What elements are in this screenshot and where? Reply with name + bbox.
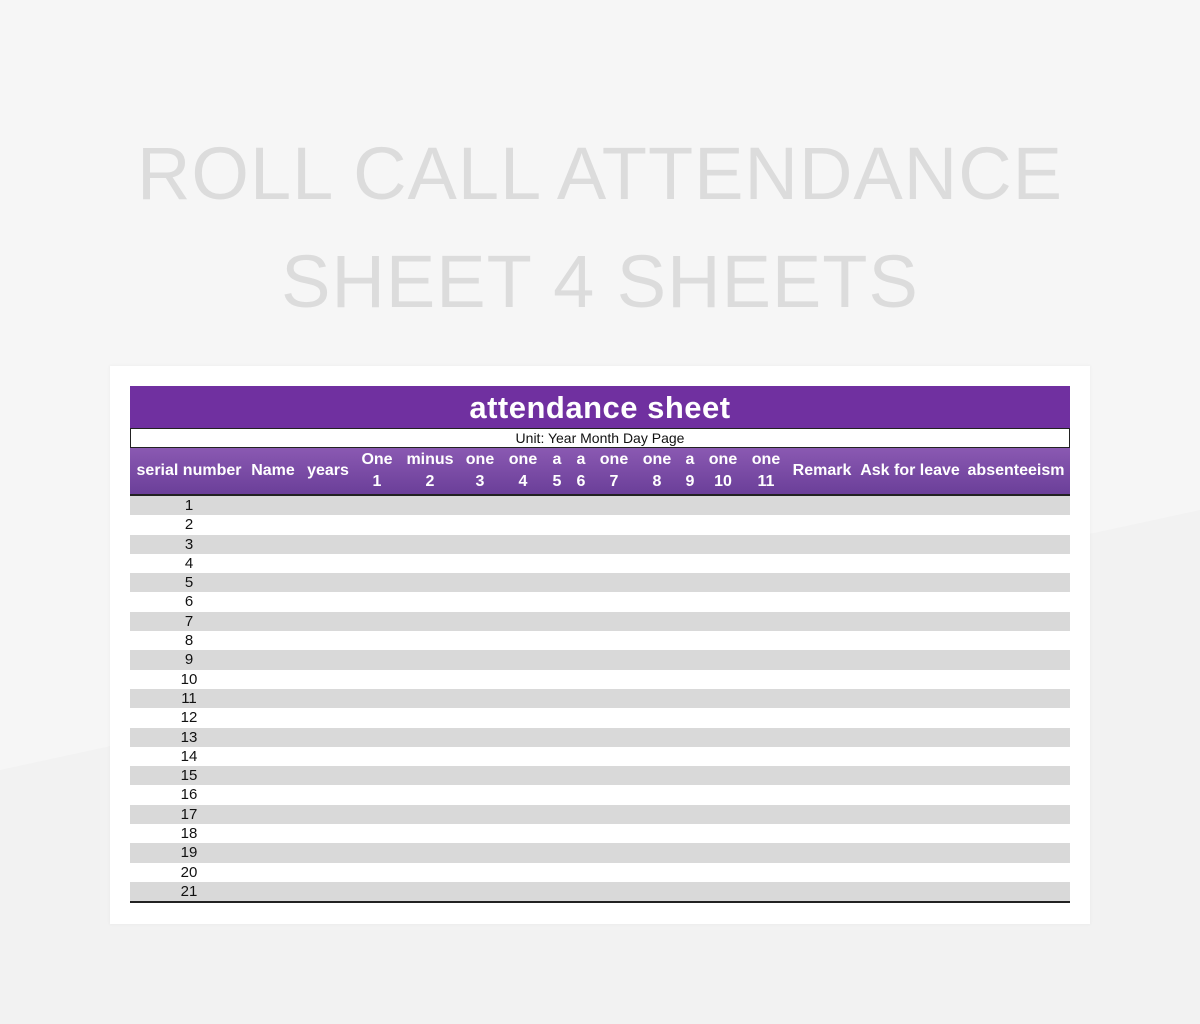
attendance-sheet [130, 386, 1070, 903]
serial-number-cell: 21 [180, 882, 198, 900]
header-day-5: a 5 [552, 451, 562, 490]
table-row [130, 882, 1070, 901]
header-serial-number: serial number [136, 462, 242, 479]
header-remark: Remark [792, 462, 852, 479]
serial-number-cell: 20 [180, 863, 198, 881]
table-row [130, 805, 1070, 824]
table-row [130, 535, 1070, 554]
serial-number-cell: 5 [184, 574, 194, 592]
header-row [130, 448, 1070, 496]
table-row [130, 766, 1070, 785]
table-row [130, 689, 1070, 708]
serial-number-cell: 18 [180, 825, 198, 843]
serial-number-cell: 7 [184, 612, 194, 630]
page-title-line-1: ROLL CALL ATTENDANCE [136, 132, 1064, 215]
table-body [130, 496, 1070, 901]
sheet-title: attendance sheet [130, 386, 1070, 428]
serial-number-cell: 11 [181, 689, 197, 707]
header-day-6: a 6 [576, 451, 586, 490]
serial-number-cell: 3 [184, 535, 194, 553]
serial-number-cell: 12 [180, 709, 198, 727]
table-row [130, 785, 1070, 804]
header-day-2: minus 2 [406, 451, 454, 490]
serial-number-cell: 15 [180, 767, 198, 785]
table-bottom-border [130, 901, 1070, 903]
table-row [130, 728, 1070, 747]
table-row [130, 573, 1070, 592]
table-row [130, 612, 1070, 631]
header-name: Name [251, 462, 295, 479]
header-day-9: a 9 [685, 451, 695, 490]
sheet-preview-card [110, 366, 1090, 924]
header-day-7: one 7 [599, 451, 629, 490]
header-day-3: one 3 [465, 451, 495, 490]
table-row [130, 747, 1070, 766]
table-row [130, 515, 1070, 534]
header-day-4: one 4 [508, 451, 538, 490]
header-day-11: one 11 [751, 451, 781, 490]
page-title-line-2: SHEET 4 SHEETS [281, 240, 919, 323]
sheet-unit-line: Unit: Year Month Day Page [130, 428, 1070, 448]
header-absenteeism: absenteeism [967, 462, 1065, 479]
page-title [0, 120, 1200, 336]
table-row [130, 843, 1070, 862]
table-row [130, 496, 1070, 515]
header-ask-for-leave: Ask for leave [860, 462, 960, 479]
table-row [130, 631, 1070, 650]
serial-number-cell: 2 [184, 516, 194, 534]
table-row [130, 592, 1070, 611]
table-row [130, 863, 1070, 882]
serial-number-cell: 8 [184, 632, 194, 650]
serial-number-cell: 10 [180, 670, 198, 688]
table-row [130, 824, 1070, 843]
serial-number-cell: 4 [184, 554, 194, 572]
header-years: years [307, 462, 349, 479]
serial-number-cell: 16 [180, 786, 198, 804]
serial-number-cell: 13 [180, 728, 198, 746]
serial-number-cell: 19 [180, 844, 198, 862]
serial-number-cell: 9 [184, 651, 194, 669]
table-row [130, 650, 1070, 669]
table-row [130, 670, 1070, 689]
serial-number-cell: 17 [180, 805, 198, 823]
serial-number-cell: 14 [180, 747, 198, 765]
table-row [130, 554, 1070, 573]
serial-number-cell: 6 [184, 593, 194, 611]
header-day-10: one 10 [708, 451, 738, 490]
serial-number-cell: 1 [184, 497, 194, 514]
table-row [130, 708, 1070, 727]
header-day-8: one 8 [642, 451, 672, 490]
header-day-1: One 1 [361, 451, 393, 490]
